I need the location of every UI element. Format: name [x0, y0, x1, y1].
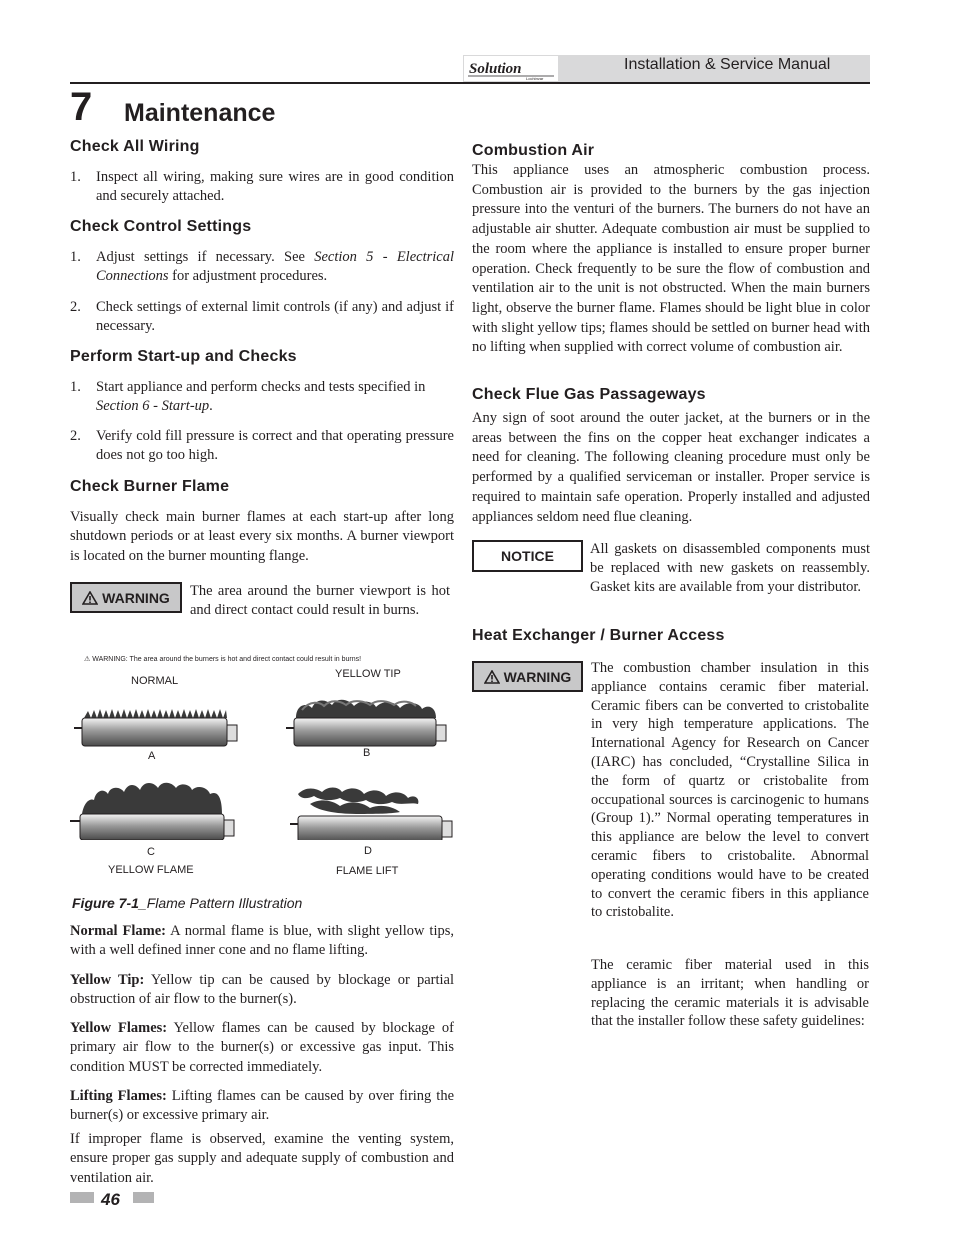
- flame-pattern-figure: [70, 690, 460, 840]
- svg-text:Lochinvar: Lochinvar: [526, 76, 544, 81]
- label-b: B: [363, 747, 371, 759]
- header-rule: [70, 82, 870, 84]
- label-a: A: [148, 750, 156, 762]
- warning-badge: WARNING: [472, 661, 583, 692]
- ceramic-fiber-warning-text: The combustion chamber insulation in this appliance contains ceramic fiber material. Ceramic fibers can be converted to cristobalite in very high temperature applications. The International Agency for Research on Cancer (IARC) has concluded, “Crystalline Silica in the form of quartz or cristobalite from occupational sources is carcinogenic to humans (Group 1).” Normal operating temperatures in this appliance are below the level to convert ceramic fibers to cristobalite. Abnormal operating conditions would have to be created to convert the ceramic fibers in this appliance to cristobalite.: [591, 660, 869, 921]
- warning-badge: WARNING: [70, 582, 182, 613]
- list-item: 2. Check settings of external limit controls (if any) and adjust if necessary.: [70, 299, 454, 334]
- ceramic-fiber-guidelines-text: The ceramic fiber material used in this appliance is an irritant; when handling or replacing the ceramic materials it is advisable that the installer follow these safety guidelines:: [591, 957, 869, 1030]
- label-yellow-tip: YELLOW TIP: [335, 668, 401, 680]
- list-item: 1. Inspect all wiring, making sure wires are in good condition and securely attached.: [70, 169, 454, 204]
- footer-block-right: [133, 1192, 154, 1203]
- heading-burner-flame: Check Burner Flame: [70, 478, 230, 495]
- label-normal: NORMAL: [131, 675, 179, 687]
- figure-caption: Figure 7-1_Flame Pattern Illustration: [72, 895, 303, 911]
- figure-warning-note: ⚠ WARNING: The area around the burners is hot and direct contact could result in burns!: [84, 656, 362, 663]
- heading-heat-exchanger-access: Heat Exchanger / Burner Access: [472, 627, 725, 644]
- desc-yellow-tip: Yellow Tip: Yellow tip can be caused by blockage or partial obstruction of air flow to the burner(s).: [70, 972, 454, 1008]
- warning-text: The area around the burner viewport is hot and direct contact could result in burns.: [190, 583, 450, 618]
- solution-logo: [464, 56, 558, 81]
- burner-yellow-flame-c: [70, 783, 234, 840]
- label-c: C: [147, 846, 155, 858]
- flue-gas-text: Any sign of soot around the outer jacket, at the burners or in the areas between the fins on the copper heat exchanger indicates a need for cleaning. The following cleaning procedure must only be performed by a qualified serviceman or installer. Proper service is required to maintain safe operation. Properly installed and adjusted appliances seldom need flue cleaning.: [472, 410, 870, 525]
- heading-combustion-air: Combustion Air: [472, 142, 595, 159]
- warning-triangle-icon: [82, 591, 98, 605]
- desc-lifting-flames: Lifting Flames: Lifting flames can be caused by over firing the burner(s) or excessive primary air.: [70, 1088, 455, 1124]
- label-d: D: [364, 845, 372, 857]
- section-reference: Section 5 - Electrical Connections: [96, 249, 454, 284]
- burner-yellow-tip-b: [286, 700, 446, 746]
- footer-block-left: [70, 1192, 94, 1203]
- heading-check-wiring: Check All Wiring: [70, 138, 200, 155]
- combustion-air-text: This appliance uses an atmospheric combustion process. Combustion air is provided to the burners by the gas injection pressure into the venturi of the burners. The burners do not have an adjustable air shutter. Adequate combustion air must be supplied to the room where the appliance is installed to ensure proper burner operation. Check frequently to be sure the flow of combustion and ventilation air to the unit is not obstructed. When the main burners light, observe the burner flame. Flames should be light blue in color with slight yellow tips; flames should be settled on burner head with no lifting when supplied with correct volume of combustion air.: [472, 162, 870, 356]
- notice-text: All gaskets on disassembled components must be replaced with new gaskets on reassembly. Gasket kits are available from your distributor.: [590, 541, 870, 595]
- manual-title: Installation & Service Manual: [624, 56, 831, 73]
- page-number: 46: [101, 1190, 120, 1209]
- notice-badge: NOTICE: [472, 540, 583, 572]
- heading-startup: Perform Start-up and Checks: [70, 348, 297, 365]
- section-title: Maintenance: [124, 99, 276, 127]
- section-reference: Section 6 - Start-up: [96, 398, 210, 414]
- list-item: 1. Start appliance and perform checks and tests specified in Section 6 - Start-up.: [70, 379, 426, 414]
- desc-normal-flame: Normal Flame: A normal flame is blue, with slight yellow tips, with a well defined inner cone and no flame lifting.: [70, 923, 454, 959]
- svg-text:Solution: Solution: [469, 61, 522, 77]
- desc-yellow-flames: Yellow Flames: Yellow flames can be caused by blockage of primary air flow to the burner(s) or excessive gas input. This condition MUST be corrected immediately.: [70, 1020, 454, 1075]
- list-item: 2. Verify cold fill pressure is correct and that operating pressure does not go too high.: [70, 428, 454, 463]
- burner-flame-lift-d: [290, 788, 452, 841]
- warning-triangle-icon: [484, 670, 500, 684]
- list-item: 1. Adjust settings if necessary. See Section 5 - Electrical Connections for adjustment procedures.: [70, 249, 454, 284]
- label-yellow-flame: YELLOW FLAME: [108, 864, 194, 876]
- improper-flame-text: If improper flame is observed, examine the venting system, ensure proper gas supply and adequate supply of combustion and ventilation air.: [70, 1131, 454, 1186]
- heading-flue-gas: Check Flue Gas Passageways: [472, 386, 706, 403]
- heading-check-controls: Check Control Settings: [70, 218, 252, 235]
- label-flame-lift: FLAME LIFT: [336, 865, 399, 877]
- burner-flame-text: Visually check main burner flames at each start-up after long shutdown periods or at least every six months. A burner viewport is located on the burner mounting flange.: [70, 509, 454, 564]
- section-number: 7: [70, 85, 93, 129]
- burner-normal-a: [74, 709, 237, 746]
